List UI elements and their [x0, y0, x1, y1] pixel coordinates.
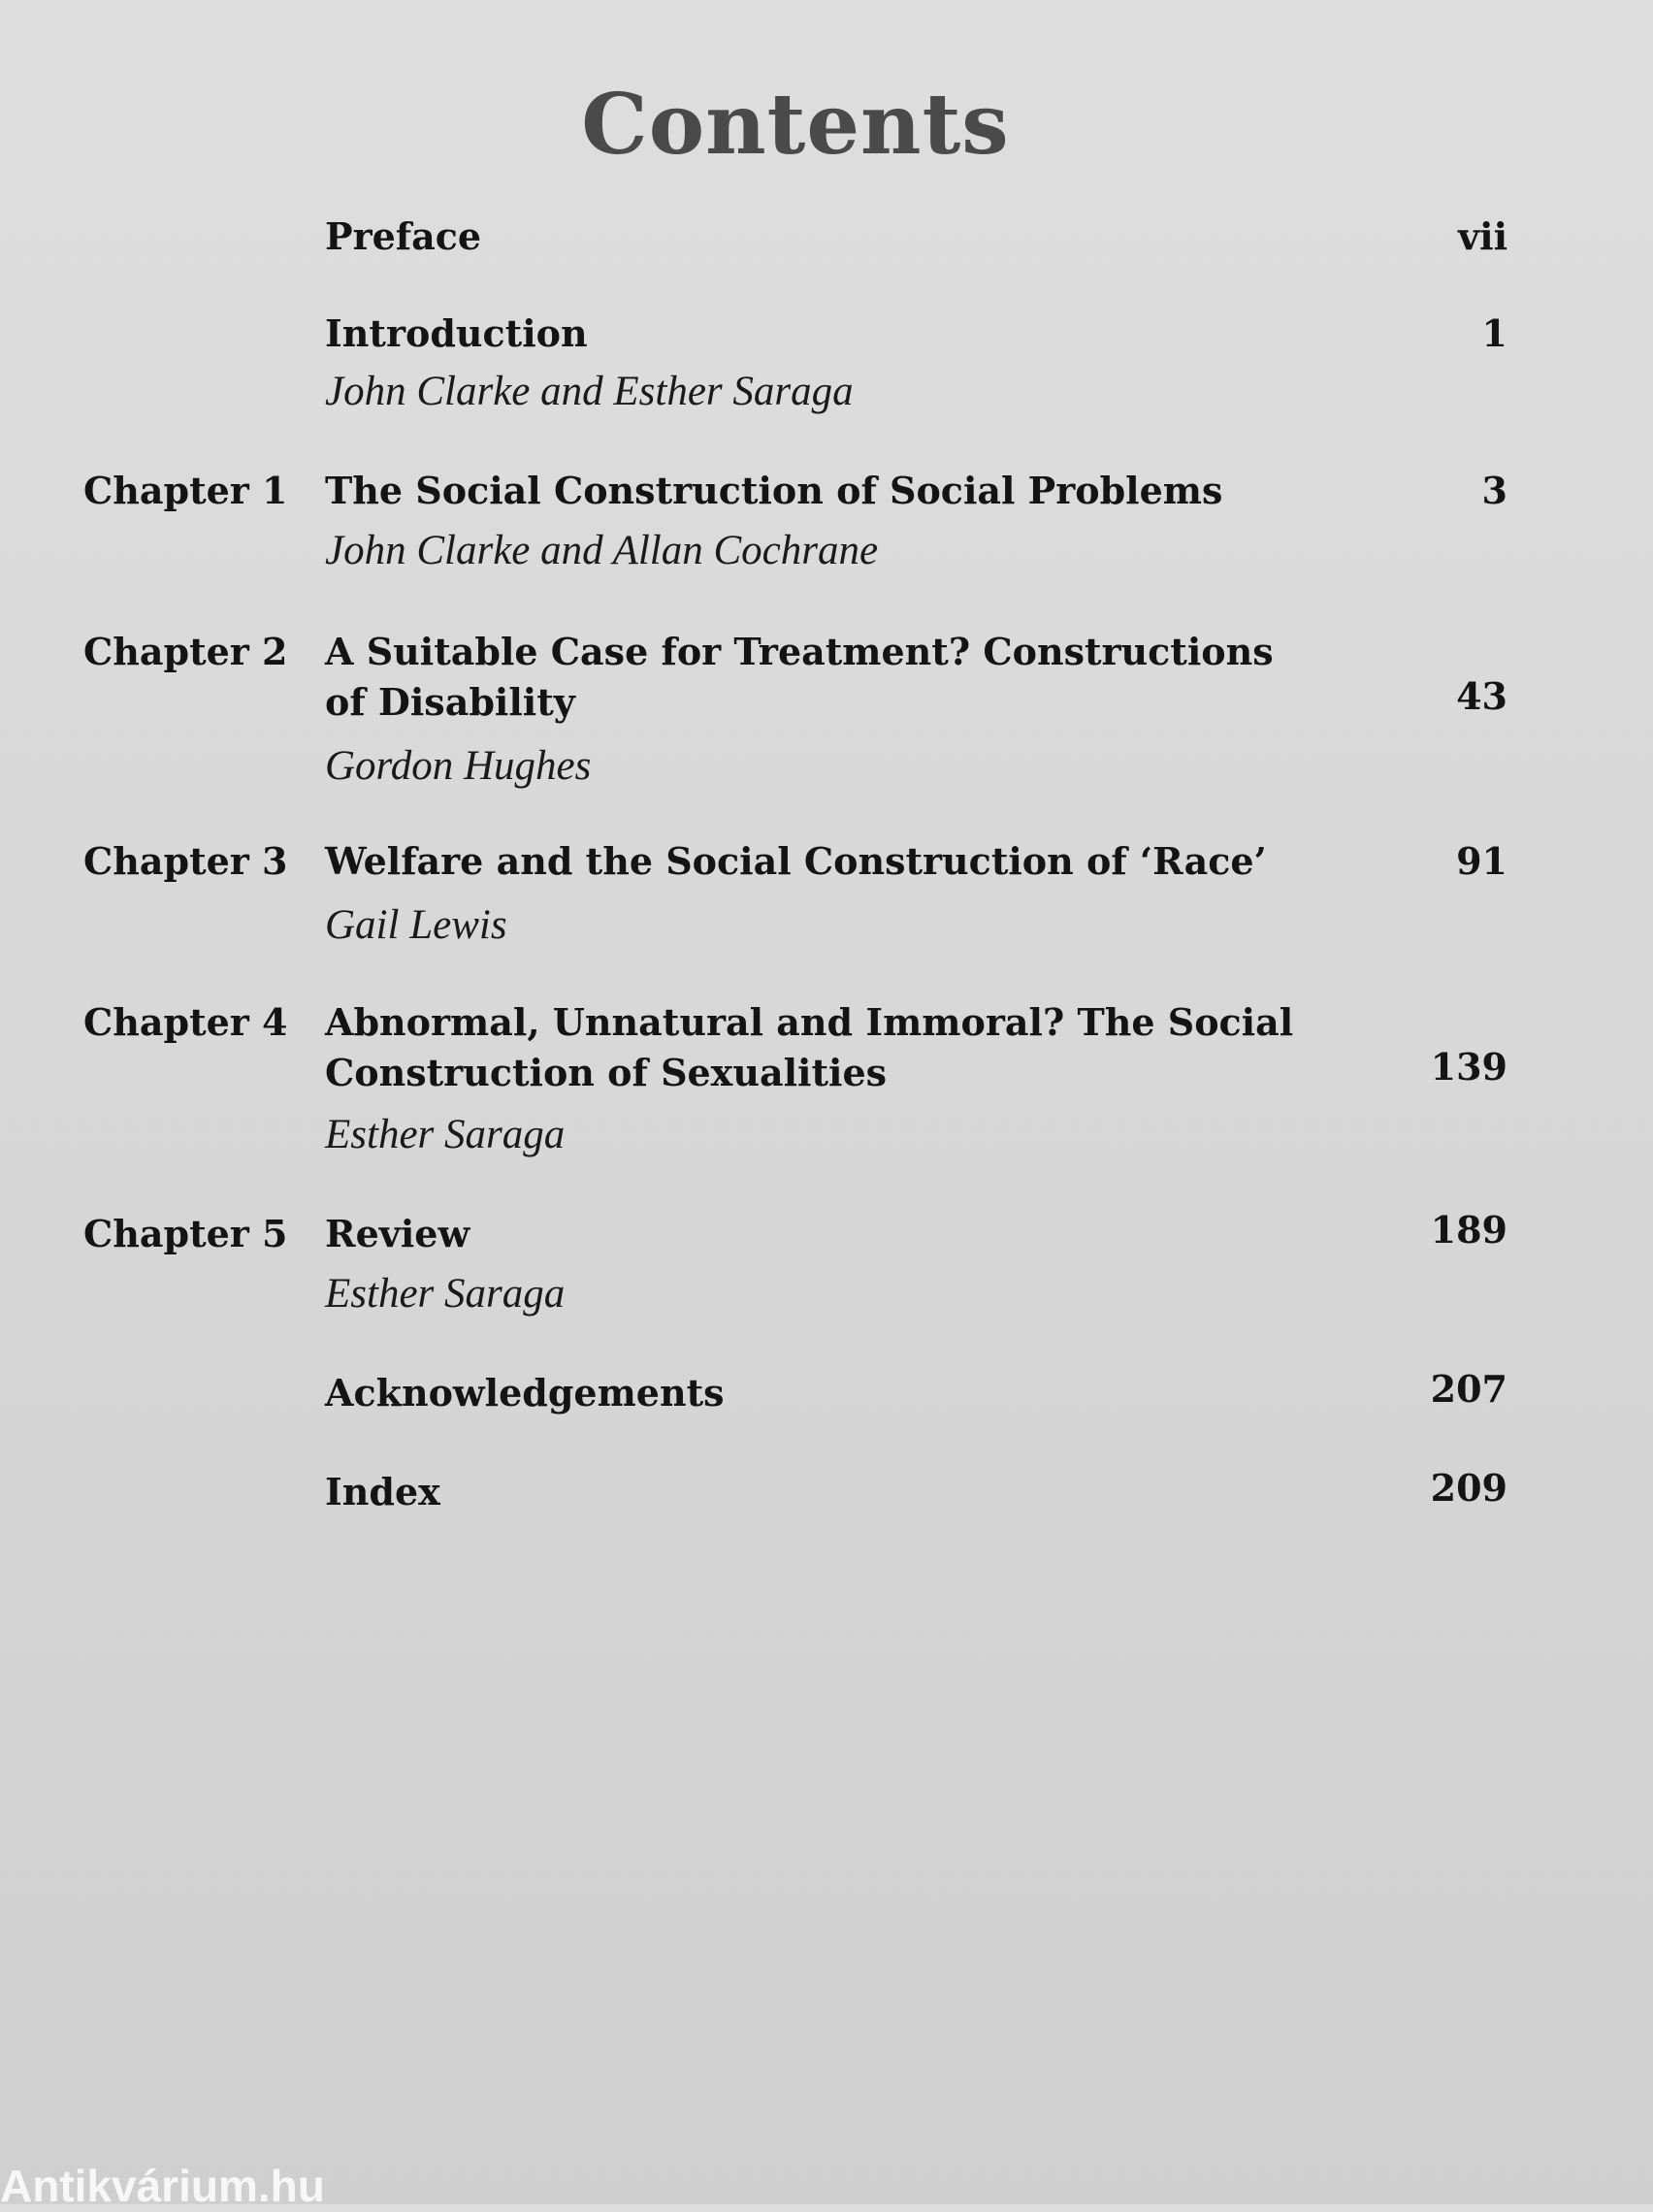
- entry-title: Acknowledgements: [325, 1371, 725, 1415]
- entry-author: Gail Lewis: [325, 902, 507, 948]
- page-number: vii: [1458, 214, 1507, 258]
- chapter-label: Chapter 3: [83, 839, 288, 883]
- entry-author: Esther Saraga: [325, 1271, 566, 1317]
- page-number: 43: [1456, 674, 1507, 718]
- entry-title: Preface: [325, 214, 482, 258]
- entry-author: John Clarke and Allan Cochrane: [325, 528, 879, 573]
- entry-title: Review: [325, 1212, 470, 1255]
- entry-title: Welfare and the Social Construction of ‘Race’: [325, 839, 1267, 883]
- page-number: 1: [1481, 311, 1507, 355]
- page-number: 3: [1481, 469, 1507, 512]
- page-title: Contents: [581, 76, 1010, 174]
- chapter-label: Chapter 5: [83, 1212, 288, 1255]
- entry-title: Index: [325, 1470, 440, 1513]
- entry-title: Introduction: [325, 311, 588, 355]
- entry-title: Abnormal, Unnatural and Immoral? The Social Construction of Sexualities: [325, 1000, 1294, 1094]
- chapter-label: Chapter 4: [83, 1000, 288, 1044]
- page-number: 207: [1430, 1367, 1507, 1411]
- entry-author: Esther Saraga: [325, 1112, 566, 1157]
- chapter-label: Chapter 1: [83, 469, 288, 512]
- chapter-label: Chapter 2: [83, 630, 288, 673]
- entry-title: A Suitable Case for Treatment? Constructions of Disability: [325, 630, 1274, 724]
- page-number: 189: [1430, 1208, 1507, 1252]
- page-number: 91: [1456, 839, 1507, 883]
- entry-title: The Social Construction of Social Problems: [325, 469, 1223, 512]
- entry-author: Gordon Hughes: [325, 743, 592, 789]
- watermark: Antikvárium.hu: [0, 2161, 325, 2211]
- entry-author: John Clarke and Esther Saraga: [325, 369, 854, 414]
- page-number: 209: [1430, 1466, 1507, 1510]
- page-number: 139: [1430, 1045, 1507, 1089]
